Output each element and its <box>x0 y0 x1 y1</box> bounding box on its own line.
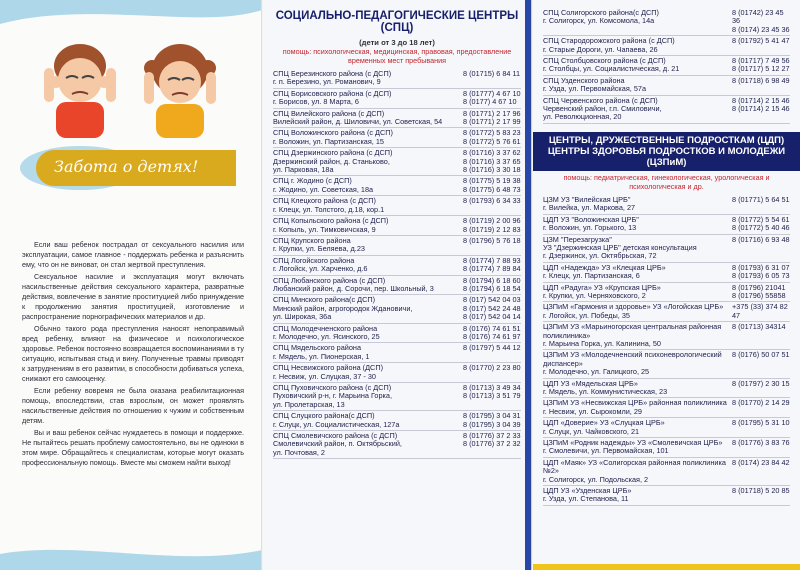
organization-info <box>273 70 459 87</box>
organization-address: г. Смолевичи, ул. Первомайская, 101 <box>543 446 669 456</box>
organization-address: Вилейский район, д. Шиловичи, ул. Советская, 54 <box>273 117 443 127</box>
organization-name: СПЦ Слуцкого района(с ДСП) <box>273 411 375 421</box>
organization-address: Минский район, агрогородок Ждановичи, ул. Широкая, 36а <box>273 303 413 322</box>
phone-number: 8 (01715) 6 84 11 <box>463 69 521 78</box>
phone-number: 8 (01772) 5 54 61 8 (01772) 5 40 46 <box>732 214 790 233</box>
organization-name: ЦДП УЗ «Узденская ЦРБ» <box>543 486 632 496</box>
care-banner <box>36 150 236 186</box>
organization-info <box>273 237 459 254</box>
organization-address: г. Логойск, ул. Победы, 35 <box>543 310 630 320</box>
organization-name: СПЦ Минского района(с ДСП) <box>273 295 376 305</box>
organization-name: СПЦ Мядельского района <box>273 343 362 353</box>
organization-address: г. Клецк, ул. Толстого, д.18, кор.1 <box>273 204 385 214</box>
organization-name: ЦЗПиМ УЗ «Марьиногорская центральная районная поликлиника» <box>543 322 722 340</box>
organization-name: ЦДП «Маяк» УЗ «Солигорская районная поликлиника №2» <box>543 457 726 476</box>
list-item <box>273 69 521 89</box>
list-item <box>273 276 521 296</box>
organization-info <box>273 364 459 381</box>
phone-number: 8 (01770) 2 14 29 <box>732 398 790 408</box>
top-wave-decoration <box>0 0 262 34</box>
organization-name: СПЦ Березинского района (с ДСП) <box>273 69 392 78</box>
organization-name: СПЦ Столбцовского района (с ДСП) <box>543 56 666 66</box>
bottom-stripe <box>533 564 800 570</box>
left-panel <box>0 0 262 570</box>
phone-number: 8 (01797) 2 30 15 <box>732 378 790 388</box>
phone-number: 8 (01772) 5 83 23 8 (01772) 5 76 61 <box>463 128 521 146</box>
organization-address: г. Клецк, ул. Партизанская, 6 <box>543 271 640 281</box>
organization-info <box>273 277 459 294</box>
organization-address: г. Узда, ул. Степанова, 11 <box>543 494 629 504</box>
spc-subtitle <box>271 38 523 65</box>
middle-panel <box>263 0 532 570</box>
list-item <box>543 398 790 418</box>
list-item <box>273 89 521 109</box>
list-item <box>543 438 790 458</box>
list-item <box>273 431 521 459</box>
organization-name: ЦЗМ УЗ "Вилейская ЦРБ" <box>543 194 631 204</box>
help-description: помощь: психологическая, медицинская, правовая, предоставление временных мест пребывания <box>282 47 512 65</box>
organization-name: ЦЗПиМ УЗ «Молодечненский психоневрологический диспансер» <box>543 350 722 368</box>
organization-name: ЦДП «Радуга» УЗ «Крупская ЦРБ» <box>543 282 661 292</box>
spc-title: СОЦИАЛЬНО-ПЕДАГОГИЧЕСКИЕ ЦЕНТРЫ (СПЦ) <box>275 10 519 34</box>
spc-list-continued <box>533 8 800 124</box>
organization-info <box>273 217 459 234</box>
list-item <box>543 379 790 399</box>
organization-name: СПЦ Вилейского района (с ДСП) <box>273 108 385 118</box>
organization-address: г. Солигорск, ул. Комсомола, 14а <box>543 16 655 26</box>
organization-info <box>543 303 728 320</box>
organization-name: ЦДП УЗ «Мядельская ЦРБ» <box>543 378 638 388</box>
organization-name: СПЦ Смолевичского района (с ДСП) <box>273 431 398 441</box>
list-item <box>273 363 521 383</box>
organization-info <box>273 90 459 107</box>
organization-info <box>543 37 728 54</box>
organization-info <box>543 487 728 504</box>
phone-number: 8 (01795) 3 04 31 8 (01795) 3 04 39 <box>463 411 521 429</box>
phone-number: 8 (01776) 37 2 33 8 (01776) 37 2 32 <box>463 431 521 449</box>
organization-name: СПЦ Несвижского района (ДСП) <box>273 363 383 373</box>
organization-info <box>273 344 459 361</box>
organization-info <box>543 77 728 94</box>
organization-info <box>543 264 728 281</box>
organization-address: г. Несвиж, ул. Сырокомли, 29 <box>543 406 642 416</box>
organization-info <box>273 412 459 429</box>
phone-number: 8 (0176) 50 07 51 <box>732 350 790 360</box>
phone-number: 8 (01797) 5 44 12 <box>463 343 521 353</box>
organization-address: г. Крупки, ул. Черняховского, 2 <box>543 290 646 300</box>
organization-address: Пуховичский р-н, г. Марьина Горка, ул. Пролетарская, 13 <box>273 391 392 409</box>
organization-name: СПЦ Стародорожского района (с ДСП) <box>543 36 675 46</box>
organization-address: г. Молодечно, ул. Ясинского, 25 <box>273 331 380 341</box>
list-item <box>273 324 521 344</box>
list-item <box>543 76 790 96</box>
organization-info <box>273 432 459 457</box>
list-item <box>543 350 790 378</box>
organization-name: ЦЗПиМ «Родник надежды» УЗ «Смолевичская ЦРБ» <box>543 438 723 448</box>
list-item <box>273 109 521 129</box>
list-item <box>543 215 790 235</box>
phone-number: 8 (01716) 6 93 48 <box>732 234 790 244</box>
organization-info <box>543 323 728 348</box>
organization-info <box>273 197 459 214</box>
spc-list <box>263 69 531 459</box>
banner-text: Забота о детях! <box>54 157 199 176</box>
paragraph: Обычно такого рода преступления наносят непоправимый вред ребенку, влияют на физическое и психологическое здоровье. Ребенок постоянно возвращается воспоминаниями в ту ситуацию, испытывая стыд и вину. Полученные травмы приводят к затруднениям в его развитии, в способности добиваться успеха, снижают его самооценку. <box>22 324 244 383</box>
list-item <box>273 196 521 216</box>
paragraph: Если ваш ребенок пострадал от сексуального насилия или эксплуатации, самое главное - поддержать ребенка и разъяснить ему, что он не виноват, он стал жертвой преступления. <box>22 240 244 269</box>
organization-address: г. Дзержинск, ул. Октябрьская, 72 <box>543 251 657 261</box>
list-item <box>273 411 521 431</box>
list-item <box>543 36 790 56</box>
phone-number: 8 (01716) 3 37 62 8 (01716) 3 37 65 8 (01716) 3 30 18 <box>463 148 521 175</box>
phone-number: 8 (0176) 74 61 51 8 (0176) 74 61 97 <box>463 323 521 341</box>
organization-address: г. Марьина Горка, ул. Калинина, 50 <box>543 338 661 348</box>
bottom-wave-decoration <box>0 544 262 570</box>
organization-info <box>273 110 459 127</box>
organization-address: г. Мядель, ул. Пионерская, 1 <box>273 351 370 361</box>
phone-number: 8 (01770) 2 23 80 <box>463 363 521 373</box>
organization-info <box>543 419 728 436</box>
phone-number: 8 (01795) 5 31 10 <box>732 418 790 428</box>
organization-name: СПЦ Любанского района (с ДСП) <box>273 275 386 285</box>
phone-number: 8 (01719) 2 00 96 8 (01719) 2 12 83 <box>463 216 521 234</box>
organization-address: Смолевичский район, п. Октябрьский, ул. Почтовая, 2 <box>273 439 402 457</box>
organization-info <box>273 129 459 146</box>
cdp-title: ЦЕНТРЫ, ДРУЖЕСТВЕННЫЕ ПОДРОСТКАМ (ЦДП) ЦЕНТРЫ ЗДОРОВЬЯ ПОДРОСТКОВ И МОЛОДЕЖИ (ЦЗПиМ) <box>533 132 800 171</box>
list-item <box>273 256 521 276</box>
organization-info <box>543 236 728 261</box>
list-item <box>273 176 521 196</box>
phone-number: 8 (01717) 7 49 56 8 (01717) 5 12 27 <box>732 56 790 74</box>
organization-name: ЦЗПиМ УЗ «Несвижская ЦРБ» районная поликлиника <box>543 398 727 408</box>
phone-number: 8 (01718) 5 20 85 <box>732 486 790 496</box>
organization-address: г. Воложин, ул. Горького, 13 <box>543 223 637 233</box>
phone-number: 8 (017) 542 04 03 8 (017) 542 24 48 8 (017) 542 04 14 <box>463 295 521 322</box>
organization-info <box>543 57 728 74</box>
cdp-help: помощь: педиатрическая, гинекологическая, урологическая и психологическая и др. <box>563 172 770 191</box>
organization-address: г. Крупки, ул. Беляева, д.23 <box>273 244 365 254</box>
paragraph: Сексуальное насилие и эксплуатация могут включать насильственные действия сексуального характера, развратные действия, вовлечение в занятие проституцией либо принуждение к продолжению занятия проституцией, изготовление и распространение порнографических материалов и др. <box>22 272 244 321</box>
list-item <box>543 302 790 322</box>
organization-info <box>543 459 728 484</box>
organization-address: г. Молодечно, ул. Галицкого, 25 <box>543 367 650 377</box>
organization-address: г. Борисов, ул. 8 Марта, 6 <box>273 97 359 107</box>
organization-address: г. Копыль, ул. Тимковичская, 9 <box>273 224 376 234</box>
organization-address: г. Воложин, ул. Партизанская, 15 <box>273 136 384 146</box>
list-item <box>273 216 521 236</box>
cdp-list <box>533 195 800 506</box>
organization-name: СПЦ Солигорского района(с ДСП) <box>543 8 659 17</box>
phone-number: 8 (01771) 5 64 51 <box>732 194 790 204</box>
organization-address: г. Жодино, ул. Советская, 18а <box>273 184 374 194</box>
list-item <box>543 283 790 303</box>
organization-info <box>543 284 728 301</box>
organization-info <box>273 325 459 342</box>
organization-name: СПЦ Воложинского района (с ДСП) <box>273 128 393 138</box>
list-item <box>543 96 790 124</box>
organization-info <box>543 380 728 397</box>
organization-address: г. Логойск, ул. Харченко, д.6 <box>273 264 368 274</box>
organization-name: СПЦ Молодечненского района <box>273 323 378 333</box>
list-item <box>543 486 790 506</box>
organization-name: СПЦ Крупского района <box>273 235 351 245</box>
phone-number: 8 (01713) 3 49 34 8 (01713) 3 51 79 <box>463 383 521 401</box>
list-item <box>543 235 790 263</box>
side-stripe <box>525 0 531 570</box>
list-item <box>543 263 790 283</box>
list-item <box>543 418 790 438</box>
organization-address: г. Мядель, ул. Коммунистическая, 23 <box>543 387 668 396</box>
list-item <box>273 236 521 256</box>
organization-name: СПЦ Дзержинского района (с ДСП) <box>273 148 393 158</box>
list-item <box>543 458 790 486</box>
phone-number: 8 (01796) 21041 8 (01796) 55858 <box>732 282 786 300</box>
organization-name: ЦДП «Доверие» УЗ «Слуцкая ЦРБ» <box>543 418 665 428</box>
list-item <box>273 148 521 176</box>
organization-address: г. Вилейка, ул. Маркова, 27 <box>543 203 636 213</box>
phone-number: 8 (01774) 7 88 93 8 (01774) 7 89 84 <box>463 255 521 274</box>
children-illustration <box>20 38 246 138</box>
list-item <box>543 322 790 350</box>
phone-number: 8 (01796) 5 76 18 <box>463 235 521 245</box>
list-item <box>543 56 790 76</box>
list-item <box>543 195 790 215</box>
phone-number: 8 (01714) 2 15 46 8 (01714) 2 15 46 <box>732 95 790 114</box>
organization-info <box>543 196 728 213</box>
organization-address: г. Столбцы, ул. Социалистическая, д. 21 <box>543 64 680 74</box>
organization-name: ЦДП «Надежда» УЗ «Клецкая ЦРБ» <box>543 262 666 272</box>
organization-info <box>273 149 459 174</box>
organization-name: СПЦ Клецкого района (с ДСП) <box>273 196 376 206</box>
phone-number: +375 (33) 374 82 47 <box>732 302 788 320</box>
organization-address: Червенский район, г.п. Смиловичи, ул. Революционная, 20 <box>543 104 662 122</box>
organization-info <box>543 399 728 416</box>
list-item <box>273 295 521 323</box>
age-range: (дети от 3 до 18 лет) <box>359 38 435 47</box>
phone-number: 8 (01794) 6 18 60 8 (01794) 6 18 54 <box>463 275 521 293</box>
organization-info <box>543 439 728 456</box>
phone-number: 8 (01718) 6 98 49 <box>732 75 790 85</box>
organization-address: г. Узда, ул. Первомайская, 57а <box>543 84 647 94</box>
right-panel <box>533 0 800 570</box>
organization-name: СПЦ Пуховичского района (с ДСП) <box>273 383 392 392</box>
organization-name: ЦДП УЗ "Воложинская ЦРБ" <box>543 214 639 224</box>
phone-number: 8 (01776) 3 83 76 <box>732 438 790 448</box>
organization-address: г. Несвиж, ул. Слуцкая, 37 - 30 <box>273 371 376 381</box>
organization-info <box>273 296 459 321</box>
paragraph: Если ребенку вовремя не была оказана реабилитационная помощь, впоследствии, став взрослым, он может проявлять насильственные действия по отношению к чужим и собственным детям. <box>22 386 244 425</box>
intro-text <box>22 240 244 470</box>
organization-address: г. Солигорск, ул. Подольская, 2 <box>543 474 649 484</box>
organization-info <box>543 216 728 233</box>
organization-address: г. п. Березино, ул. Романович, 9 <box>273 77 381 87</box>
organization-info <box>543 97 728 122</box>
organization-address: г. Слуцк, ул. Чайковского, 21 <box>543 426 640 436</box>
phone-number: 8 (0174) 23 84 42 <box>732 457 790 467</box>
organization-info <box>273 177 459 194</box>
organization-name: СПЦ Логойского района <box>273 255 355 265</box>
organization-name: СПЦ г. Жодино (с ДСП) <box>273 176 352 186</box>
list-item <box>273 128 521 148</box>
organization-name: СПЦ Червенского района (с ДСП) <box>543 95 658 105</box>
paragraph: Вы и ваш ребенок сейчас нуждаетесь в помощи и поддержке. Не пытайтесь решать проблему самостоятельно, вы не одиноки в этом мире. Обращайтесь к специалистам, которые могут оказать профессиональную помощь. Вместе мы сможем найти выход! <box>22 428 244 467</box>
phone-number: 8 (01742) 23 45 36 8 (0174) 23 45 36 <box>732 8 790 34</box>
phone-number: 8 (01793) 6 34 33 <box>463 196 521 206</box>
organization-name: СПЦ Узденского района <box>543 75 625 85</box>
organization-name: СПЦ Копыльского района (с ДСП) <box>273 216 389 226</box>
organization-info <box>273 384 459 409</box>
organization-info <box>543 351 728 376</box>
phone-number: 8 (01777) 4 67 10 8 (0177) 4 67 10 <box>463 88 521 107</box>
phone-number: 8 (01793) 6 31 07 8 (01793) 6 05 73 <box>732 262 790 281</box>
organization-name: ЦЗПиМ «Гармония и здоровье» УЗ «Логойская ЦРБ» <box>543 302 724 312</box>
organization-address: г. Слуцк, ул. Социалистическая, 127а <box>273 419 400 429</box>
list-item <box>273 343 521 363</box>
phone-number: 8 (01792) 5 41 47 <box>732 36 790 46</box>
organization-info <box>543 9 728 34</box>
phone-number: 8 (01771) 2 17 96 8 (01771) 2 17 99 <box>463 108 521 127</box>
organization-info <box>273 257 459 274</box>
phone-number: 8 (01713) 34314 <box>732 322 786 332</box>
organization-name: ЦЗМ "Перезагрузка" УЗ "Дзержинская ЦРБ" детская консультация <box>543 234 697 252</box>
phone-number: 8 (01775) 5 19 38 8 (01775) 6 48 73 <box>463 176 521 194</box>
list-item <box>543 8 790 36</box>
organization-address: г. Старые Дороги, ул. Чапаева, 26 <box>543 44 658 54</box>
organization-name: СПЦ Борисовского района (с ДСП) <box>273 88 392 98</box>
organization-address: Любанский район, д. Сорочи, пер. Школьный, 3 <box>273 283 434 293</box>
list-item <box>273 383 521 411</box>
organization-address: Дзержинский район, д. Станьково, ул. Парковая, 18а <box>273 156 390 175</box>
